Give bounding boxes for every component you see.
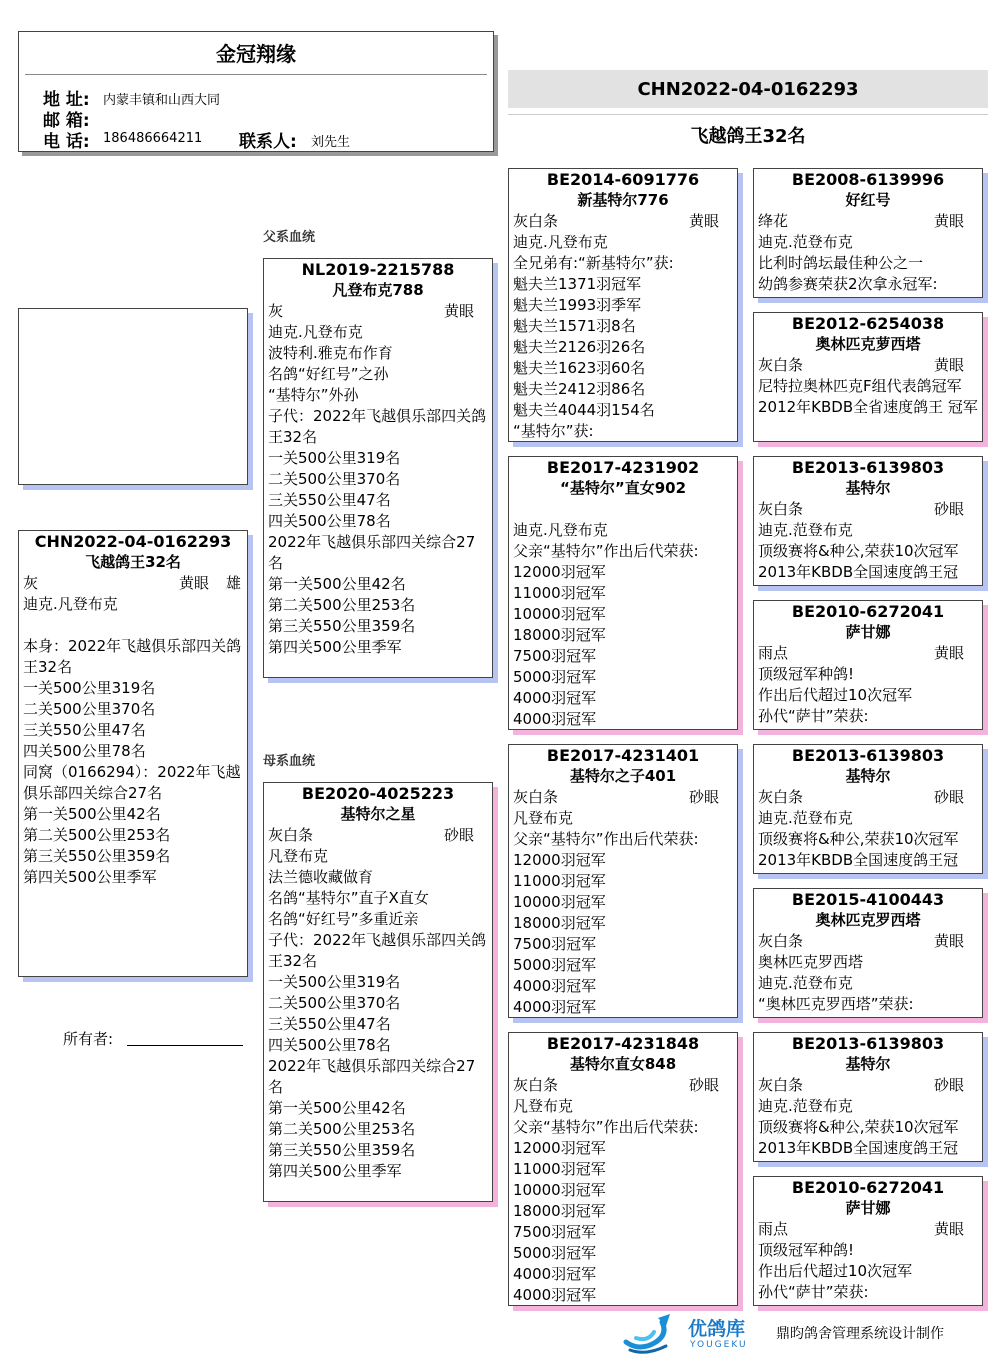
ancestor-notes xyxy=(509,1096,737,1306)
ancestor-attrs xyxy=(754,787,982,808)
note-line: 10000羽冠军 xyxy=(513,893,606,911)
ancestor-attrs xyxy=(754,499,982,520)
ancestor-ring: BE2013-6139803 xyxy=(791,458,945,477)
note-line: 2022年飞越俱乐部四关综合27名 xyxy=(268,1057,476,1096)
ancestor-color: 灰白条 xyxy=(758,788,804,806)
sire-ring: NL2019-2215788 xyxy=(301,260,455,279)
ancestor-eye: 砂眼 xyxy=(688,1076,719,1094)
note-line: 魁夫兰2126羽26名 xyxy=(513,338,646,356)
ancestor-attrs xyxy=(754,211,982,232)
ancestor-eye: 黄眼 xyxy=(933,356,964,374)
note-line: 奥林匹克罗西塔 xyxy=(758,953,864,971)
note-line: 第一关500公里42名 xyxy=(268,575,406,593)
note-line: 父亲“基特尔”作出后代荣获: xyxy=(513,1118,699,1136)
ancestor-name: 基特尔 xyxy=(845,479,891,497)
note-line: 2013年KBDB全国速度鸽王冠 xyxy=(758,563,959,581)
note-line: 4000羽冠军 xyxy=(513,1265,597,1283)
ancestor-ring: BE2015-4100443 xyxy=(791,890,945,909)
ancestor-name: 奥林匹克萝西塔 xyxy=(815,335,921,353)
ancestor-notes xyxy=(754,664,982,727)
note-line: 本身：2022年飞越俱乐部四关鸽王32名 xyxy=(23,637,242,676)
note-line: 魁夫兰1571羽8名 xyxy=(513,317,636,335)
note-line: “基特尔”外孙 xyxy=(268,386,359,404)
note-line: 父亲“基特尔”作出后代荣获: xyxy=(513,542,699,560)
note-line: 2022年飞越俱乐部四关综合27名 xyxy=(268,533,476,572)
note-line: 第三关550公里359名 xyxy=(268,1141,416,1159)
note-line: 迪克.凡登布克 xyxy=(268,323,363,341)
ancestor-eye: 黄眼 xyxy=(933,1220,964,1238)
note-line: 18000羽冠军 xyxy=(513,914,606,932)
ggp-card-4 xyxy=(753,600,983,730)
note-line: 名鸽“好红号”多重近亲 xyxy=(268,910,419,928)
note-line: 一关500公里319名 xyxy=(268,973,401,991)
ancestor-color: 灰白条 xyxy=(513,212,559,230)
note-line: 四关500公里78名 xyxy=(268,1036,391,1054)
note-line xyxy=(19,615,247,636)
dam-attrs xyxy=(264,825,492,846)
note-line: 5000羽冠军 xyxy=(513,1244,597,1262)
note-line: 一关500公里319名 xyxy=(23,679,156,697)
note-line: 作出后代超过10次冠军 xyxy=(758,1262,913,1280)
ggp-card-6 xyxy=(753,888,983,1018)
note-line: 幼鸽参赛荣获2次拿永冠军: xyxy=(758,275,938,293)
sire-notes xyxy=(264,322,492,658)
note-line: 2012年KBDB全省速度鸽王 冠军 xyxy=(758,398,978,416)
ancestor-name: 基特尔 xyxy=(845,1055,891,1073)
note-line: 4000羽冠军 xyxy=(513,977,597,995)
note-line: 7500羽冠军 xyxy=(513,935,597,953)
note-line: 11000羽冠军 xyxy=(513,584,606,602)
ancestor-notes xyxy=(754,808,982,871)
ancestor-color: 雨点 xyxy=(758,644,789,662)
address-label: 地 址: xyxy=(43,90,90,110)
note-line: 18000羽冠军 xyxy=(513,1202,606,1220)
dam-line-label: 母系血统 xyxy=(263,754,316,769)
note-line: 迪克.凡登布克 xyxy=(513,521,608,539)
note-line: 三关550公里47名 xyxy=(268,491,391,509)
note-line: 第四关500公里季军 xyxy=(268,1162,402,1180)
ancestor-color: 灰白条 xyxy=(758,932,804,950)
dam-color: 灰白条 xyxy=(268,826,314,844)
ancestor-eye: 砂眼 xyxy=(688,788,719,806)
note-line: 凡登布克 xyxy=(268,847,329,865)
note-line: 4000羽冠军 xyxy=(513,998,597,1016)
note-line: 2013年KBDB全国速度鸽王冠 xyxy=(758,1139,959,1157)
sire-color: 灰 xyxy=(268,302,284,320)
note-line: 10000羽冠军 xyxy=(513,605,606,623)
note-line: “奥林匹克罗西塔”荣获: xyxy=(758,995,914,1013)
subject-attrs xyxy=(19,573,247,594)
dam-eye: 砂眼 xyxy=(443,826,474,844)
owner-label: 所有者: xyxy=(63,1030,114,1048)
ancestor-notes xyxy=(509,520,737,730)
ancestor-eye: 黄眼 xyxy=(933,932,964,950)
note-line: 一关500公里319名 xyxy=(268,449,401,467)
ancestor-color: 灰白条 xyxy=(758,1076,804,1094)
ggp-card-8 xyxy=(753,1176,983,1306)
note-line: 顶级冠军种鸽! xyxy=(758,1241,855,1259)
note-line: 名鸽“好红号”之孙 xyxy=(268,365,389,383)
footer-credit: 鼎昀鸽舍管理系统设计制作 xyxy=(776,1326,944,1342)
ancestor-color: 灰白条 xyxy=(513,788,559,806)
grandsire-maternal-card xyxy=(508,744,738,1018)
note-line: 同窝（0166294）：2022年飞越俱乐部四关综合27名 xyxy=(23,763,241,802)
ggp-card-7 xyxy=(753,1032,983,1162)
ancestor-ring: BE2012-6254038 xyxy=(791,314,945,333)
ancestor-color: 灰白条 xyxy=(513,1076,559,1094)
header-divider xyxy=(25,74,487,75)
ancestor-name: 新基特尔776 xyxy=(577,191,669,209)
note-line: 顶级赛将&种公,荣获10次冠军 xyxy=(758,542,959,560)
ancestor-ring: BE2013-6139803 xyxy=(791,746,945,765)
ancestor-attrs xyxy=(754,1219,982,1240)
ancestor-notes xyxy=(509,808,737,1018)
loft-info-card xyxy=(18,31,494,152)
ggp-card-2 xyxy=(753,312,983,442)
note-line: 三关550公里47名 xyxy=(268,1015,391,1033)
logo-subtext: YOUGEKU xyxy=(690,1340,748,1350)
note-line: 魁夫兰2412羽86名 xyxy=(513,380,646,398)
ancestor-name: 萨甘娜 xyxy=(845,1199,891,1217)
note-line: 迪克.范登布克 xyxy=(758,1097,853,1115)
note-line: 作出后代超过10次冠军 xyxy=(758,686,913,704)
email-label: 邮 箱: xyxy=(43,111,90,131)
note-line: 顶级冠军种鸽! xyxy=(758,665,855,683)
note-line: 第一关500公里42名 xyxy=(268,1099,406,1117)
note-line: 二关500公里370名 xyxy=(268,994,401,1012)
ancestor-color: 灰白条 xyxy=(758,500,804,518)
top-title: 飞越鸽王32名 xyxy=(690,126,806,147)
note-line: 迪克.范登布克 xyxy=(758,974,853,992)
ancestor-eye: 砂眼 xyxy=(933,500,964,518)
ancestor-notes xyxy=(754,1240,982,1303)
note-line: 全兄弟有:“新基特尔”获: xyxy=(513,254,674,272)
ancestor-attrs xyxy=(509,499,737,520)
note-line: 12000羽冠军 xyxy=(513,563,606,581)
ancestor-ring: BE2008-6139996 xyxy=(791,170,945,189)
note-line: 迪克.凡登布克 xyxy=(23,595,118,613)
note-line: 四关500公里78名 xyxy=(23,742,146,760)
note-line: 12000羽冠军 xyxy=(513,851,606,869)
ancestor-attrs xyxy=(509,787,737,808)
ancestor-name: 基特尔之子401 xyxy=(569,767,677,785)
grandsire-paternal-card xyxy=(508,168,738,442)
ancestor-name: 奥林匹克罗西塔 xyxy=(815,911,921,929)
note-line: 父亲“基特尔”作出后代荣获: xyxy=(513,830,699,848)
ancestor-color: 灰白条 xyxy=(758,356,804,374)
subject-notes xyxy=(19,594,247,888)
granddam-paternal-card xyxy=(508,456,738,730)
ancestor-name: 基特尔 xyxy=(845,767,891,785)
ancestor-notes xyxy=(754,520,982,583)
ancestor-notes xyxy=(754,952,982,1015)
phone-value: 186486664211 xyxy=(103,131,203,146)
address-value: 内蒙丰镇和山西大同 xyxy=(103,93,221,108)
note-line: 5000羽冠军 xyxy=(513,956,597,974)
sire-name: 凡登布克788 xyxy=(332,281,424,299)
ancestor-notes xyxy=(509,232,737,442)
ancestor-attrs xyxy=(509,211,737,232)
note-line: 子代：2022年飞越俱乐部四关鸽王32名 xyxy=(268,931,487,970)
ggp-card-3 xyxy=(753,456,983,586)
granddam-maternal-card xyxy=(508,1032,738,1306)
note-line: 5000羽冠军 xyxy=(513,668,597,686)
dam-notes xyxy=(264,846,492,1182)
subject-color: 灰 xyxy=(23,574,39,592)
logo-swirl-icon xyxy=(622,1312,684,1356)
note-line: 11000羽冠军 xyxy=(513,872,606,890)
loft-name: 金冠翔缘 xyxy=(216,42,296,66)
note-line: 10000羽冠军 xyxy=(513,1181,606,1199)
note-line: 子代：2022年飞越俱乐部四关鸽王32名 xyxy=(268,407,487,446)
note-line: 凡登布克 xyxy=(513,809,574,827)
ancestor-eye: 砂眼 xyxy=(933,1076,964,1094)
note-line: 7500羽冠军 xyxy=(513,1223,597,1241)
note-line: 二关500公里370名 xyxy=(23,700,156,718)
ancestor-ring: BE2010-6272041 xyxy=(791,1178,945,1197)
ancestor-notes xyxy=(754,376,982,418)
subject-sex: 雄 xyxy=(226,574,242,592)
sire-eye: 黄眼 xyxy=(443,302,474,320)
ancestor-attrs xyxy=(754,355,982,376)
note-line: 孙代“萨甘”荣获: xyxy=(758,1283,869,1301)
note-line: 尼特拉奥林匹克F组代表鸽冠军 xyxy=(758,377,962,395)
ancestor-eye: 黄眼 xyxy=(933,644,964,662)
ancestor-eye: 黄眼 xyxy=(688,212,719,230)
ancestor-eye: 黄眼 xyxy=(933,212,964,230)
ancestor-name: 好红号 xyxy=(845,191,891,209)
note-line: 第四关500公里季军 xyxy=(268,638,402,656)
sire-attrs xyxy=(264,301,492,322)
note-line: 迪克.范登布克 xyxy=(758,809,853,827)
note-line: 魁夫兰4044羽154名 xyxy=(513,401,655,419)
ancestor-color: 绛花 xyxy=(758,212,789,230)
note-line: 4000羽冠军 xyxy=(513,1286,597,1304)
ancestor-color: 雨点 xyxy=(758,1220,789,1238)
note-line: “基特尔”获: xyxy=(513,422,594,440)
note-line: 迪克.范登布克 xyxy=(758,521,853,539)
note-line: 2013年KBDB全国速度鸽王冠 xyxy=(758,851,959,869)
ancestor-ring: BE2010-6272041 xyxy=(791,602,945,621)
ancestor-attrs xyxy=(509,1075,737,1096)
ancestor-ring: BE2017-4231902 xyxy=(546,458,700,477)
ancestor-attrs xyxy=(754,931,982,952)
dam-name: 基特尔之星 xyxy=(340,805,416,823)
note-line: 第二关500公里253名 xyxy=(268,596,416,614)
note-line: 第二关500公里253名 xyxy=(23,826,171,844)
subject-ring: CHN2022-04-0162293 xyxy=(34,532,232,551)
note-line: 第三关550公里359名 xyxy=(23,847,171,865)
ancestor-name: 基特尔直女848 xyxy=(569,1055,677,1073)
yougeku-logo xyxy=(622,1312,762,1356)
ggp-card-1 xyxy=(753,168,983,298)
ancestor-eye: 砂眼 xyxy=(933,788,964,806)
ancestor-name: 萨甘娜 xyxy=(845,623,891,641)
note-line: 魁夫兰1623羽60名 xyxy=(513,359,646,377)
sire-card xyxy=(263,258,493,678)
note-line: 四关500公里78名 xyxy=(268,512,391,530)
note-line: 比利时鸽坛最佳种公之一 xyxy=(758,254,924,272)
note-line: 魁夫兰1993羽季军 xyxy=(513,296,642,314)
ancestor-name: “基特尔”直女902 xyxy=(559,479,687,497)
owner-signature-line xyxy=(127,1045,243,1046)
note-line: 第四关500公里季军 xyxy=(23,868,157,886)
contact-value: 刘先生 xyxy=(311,135,351,150)
dam-card xyxy=(263,782,493,1202)
note-line: 法兰德收藏做育 xyxy=(268,868,374,886)
note-line: 三关550公里47名 xyxy=(23,721,146,739)
pigeon-photo-frame xyxy=(18,308,248,485)
note-line: 第三关550公里359名 xyxy=(268,617,416,635)
note-line: 第一关500公里42名 xyxy=(23,805,161,823)
note-line: 第二关500公里253名 xyxy=(268,1120,416,1138)
ancestor-notes xyxy=(754,1096,982,1159)
note-line: 迪克.凡登布克 xyxy=(513,233,608,251)
note-line: 12000羽冠军 xyxy=(513,1139,606,1157)
note-line: 4000羽冠军 xyxy=(513,689,597,707)
ancestor-ring: BE2013-6139803 xyxy=(791,1034,945,1053)
contact-label: 联系人: xyxy=(239,132,297,152)
note-line: 魁夫兰1371羽冠军 xyxy=(513,275,642,293)
note-line: 11000羽冠军 xyxy=(513,1160,606,1178)
note-line: 名鸽“基特尔”直子X直女 xyxy=(268,889,429,907)
ancestor-notes xyxy=(754,232,982,295)
note-line: 18000羽冠军 xyxy=(513,626,606,644)
note-line: 孙代“萨甘”荣获: xyxy=(758,707,869,725)
subject-eye: 黄眼 xyxy=(179,574,210,592)
ggp-card-5 xyxy=(753,744,983,874)
note-line: 波特利.雅克布作育 xyxy=(268,344,393,362)
ancestor-ring: BE2014-6091776 xyxy=(546,170,700,189)
note-line: 7500羽冠军 xyxy=(513,647,597,665)
ancestor-attrs xyxy=(754,643,982,664)
subject-card xyxy=(18,530,248,977)
note-line: 二关500公里370名 xyxy=(268,470,401,488)
note-line: 4000羽冠军 xyxy=(513,710,597,728)
logo-text: 优鸽库 xyxy=(688,1318,746,1340)
ancestor-ring: BE2017-4231848 xyxy=(546,1034,700,1053)
sire-line-label: 父系血统 xyxy=(263,230,316,245)
dam-ring: BE2020-4025223 xyxy=(301,784,455,803)
note-line: 凡登布克 xyxy=(513,1097,574,1115)
note-line: 顶级赛将&种公,荣获10次冠军 xyxy=(758,830,959,848)
ancestor-attrs xyxy=(754,1075,982,1096)
top-divider xyxy=(508,114,988,115)
top-ring-number: CHN2022-04-0162293 xyxy=(508,70,988,108)
note-line: 迪克.范登布克 xyxy=(758,233,853,251)
subject-name: 飞越鸽王32名 xyxy=(85,553,181,571)
ancestor-ring: BE2017-4231401 xyxy=(546,746,700,765)
note-line: 顶级赛将&种公,荣获10次冠军 xyxy=(758,1118,959,1136)
phone-label: 电 话: xyxy=(43,132,90,152)
